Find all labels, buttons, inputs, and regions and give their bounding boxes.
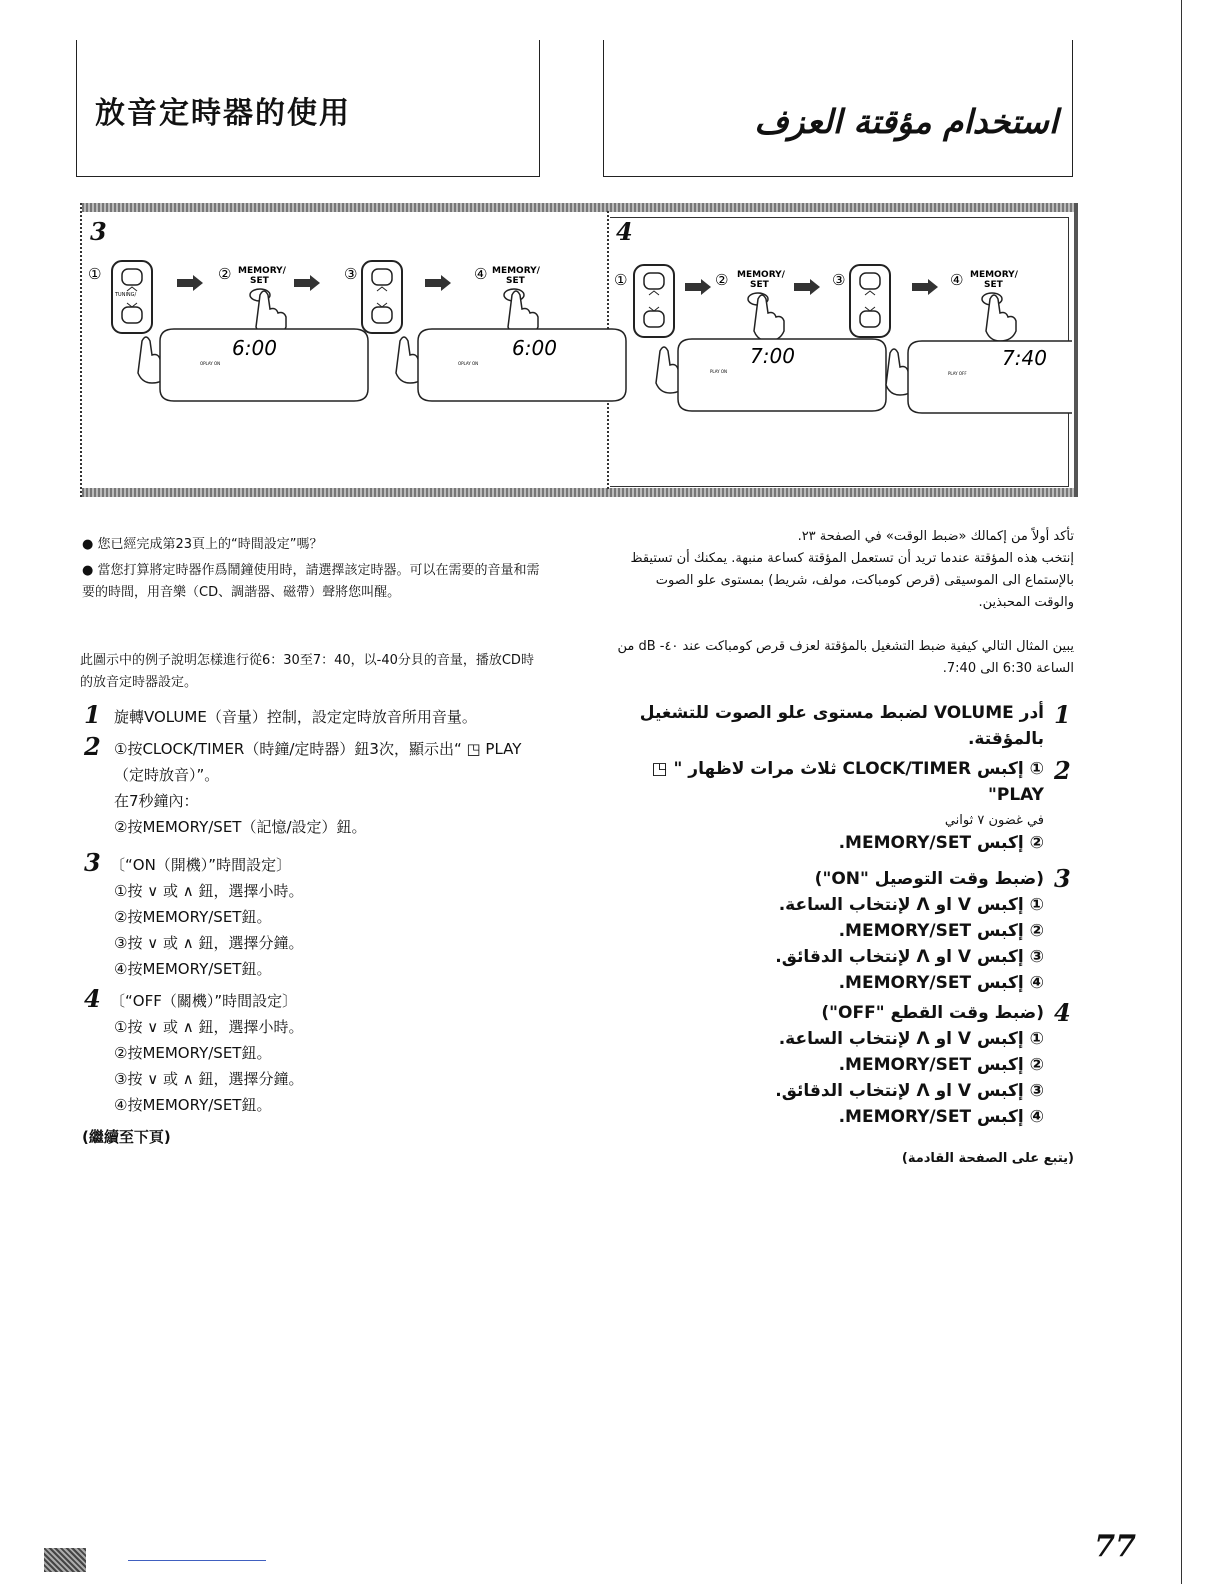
ar-bullet-2: إنتخب هذه المؤقتة عندما تريد أن تستعمل المؤقتة كساعة منبهة. يمكنك أن تستيقظ بالإستماع الى الموسيقى (قرص كومباكت، مولف، شريط) بمستوى علو الصوت والوقت المحبذين.: [630, 551, 1074, 610]
ar-step-4-heading: (ضبط وقت القطع "OFF"): [821, 1003, 1044, 1023]
zh-continued: (繼續至下頁): [82, 1128, 171, 1146]
fig4-display-value-2: 7:40: [1002, 346, 1047, 370]
zh-step-4-number: 4: [84, 984, 101, 1013]
page-number: 77: [1094, 1529, 1136, 1564]
zh-bullet-2: ● 當您打算將定時器作爲鬧鐘使用時，請選擇該定時器。可以在需要的音量和需要的時間，用音樂（CD、調諧器、磁帶）聲將您叫醒。: [82, 563, 540, 600]
fig3-set-1: SET: [250, 276, 269, 286]
zh-step-4b: ②按MEMORY/SET鈕。: [114, 1044, 272, 1062]
figure-diagrams: [82, 203, 1072, 497]
fig4-tuner-2: [850, 265, 890, 337]
fig4-memory-1: MEMORY/: [737, 270, 785, 280]
fig4-tuner-1: [634, 265, 674, 337]
ar-step-4a: ① إكبس V او Λ لإنتخاب الساعة.: [778, 1029, 1044, 1049]
fig4-hand-2: [754, 295, 784, 341]
fig4-circ2: ②: [715, 271, 729, 289]
fig4-display-value-1: 7:00: [750, 344, 795, 368]
ar-step-2c: ② إكبس MEMORY/SET.: [838, 833, 1044, 853]
fig3-circ2: ②: [218, 265, 232, 283]
zh-step-3c: ③按 ∨ 或 ∧ 鈕，選擇分鐘。: [114, 934, 304, 952]
figure-step-4: 4: [616, 217, 633, 246]
fig4-set-2: SET: [984, 280, 1003, 290]
fig3-arrow-2: [294, 275, 320, 291]
zh-step-2-number: 2: [84, 732, 101, 761]
ar-intro: يبين المثال التالي كيفية ضبط التشغيل بالمؤقتة لعزف قرص كومباكت عند ٤٠- dB من الساعة 6:30 الى 7:40.: [617, 639, 1074, 676]
fig3-display-value-1: 6:00: [232, 336, 277, 360]
fig4-circ4: ④: [950, 271, 964, 289]
zh-page-title: 放音定時器的使用: [95, 96, 351, 131]
ar-title-box: [603, 40, 1073, 177]
fig3-display-small-2: OPLAY ON: [458, 361, 479, 366]
fig3-circ4: ④: [474, 265, 488, 283]
ar-step-4b: ② إكبس MEMORY/SET.: [838, 1055, 1044, 1075]
fig4-set-1: SET: [750, 280, 769, 290]
zh-step-4c: ③按 ∨ 或 ∧ 鈕，選擇分鐘。: [114, 1070, 304, 1088]
ar-step-4-number: 4: [1054, 998, 1071, 1027]
ar-step-3-number: 3: [1054, 864, 1071, 893]
page-right-border: [1181, 0, 1182, 1584]
zh-step-1: 旋轉VOLUME（音量）控制，設定定時放音所用音量。: [114, 708, 477, 726]
ar-continued: (يتبع على الصفحة القادمة): [901, 1151, 1074, 1166]
zh-step-3d: ④按MEMORY/SET鈕。: [114, 960, 272, 978]
ar-step-3a: ① إكبس V او Λ لإنتخاب الساعة.: [778, 895, 1044, 915]
fig3-tuner-2: [362, 261, 402, 333]
fig4-circ1: ①: [614, 271, 628, 289]
fig3-set-2: SET: [506, 276, 525, 286]
fig4-display-small-1: PLAY ON: [710, 369, 728, 374]
fig4-arrow-3: [912, 279, 938, 295]
fig3-display-value-2: 6:00: [512, 336, 557, 360]
zh-step-4d: ④按MEMORY/SET鈕。: [114, 1096, 272, 1114]
zh-step-4-heading: 〔“OFF（關機）”時間設定〕: [110, 992, 298, 1010]
ar-step-4d: ④ إكبس MEMORY/SET.: [838, 1107, 1044, 1127]
zh-step-3-number: 3: [84, 848, 101, 877]
zh-step-2c: ②按MEMORY/SET（記憶/設定）鈕。: [114, 818, 367, 836]
zh-step-2b: 在7秒鐘內：: [114, 792, 199, 810]
ar-step-1-number: 1: [1054, 700, 1071, 729]
ar-step-1: أدر VOLUME لضبط مستوى علو الصوت للتشغيل بالمؤقتة.: [639, 703, 1044, 749]
zh-bullet-1: ● 您已經完成第23頁上的“時間設定”嗎？: [82, 537, 323, 552]
zh-intro: 此圖示中的例子說明怎樣進行從6：30至7：40，以-40分貝的音量，播放CD時的放音定時器設定。: [80, 653, 534, 690]
fig4-display-2: [908, 341, 1072, 413]
fig4-circ3: ③: [832, 271, 846, 289]
ar-step-2-number: 2: [1054, 756, 1071, 785]
fig4-display-small-2: PLAY OFF: [948, 371, 967, 376]
fig3-memory-2: MEMORY/: [492, 266, 540, 276]
fig3-circ1: ①: [88, 265, 102, 283]
fig4-arrow-1: [685, 279, 711, 295]
fig3-tuning-label-1: TUNING/: [115, 292, 137, 298]
zh-step-3a: ①按 ∨ 或 ∧ 鈕，選擇小時。: [114, 882, 304, 900]
fig3-arrow-1: [177, 275, 203, 291]
ar-step-4c: ③ إكبس V او Λ لإنتخاب الدقائق.: [775, 1081, 1044, 1101]
ar-bullet-1: تأكد أولاً من إكمالك «ضبط الوقت» في الصفحة ٢٣.: [797, 529, 1074, 544]
ar-step-3-heading: (ضبط وقت التوصيل "ON"): [814, 869, 1044, 889]
scan-mark: [44, 1548, 86, 1572]
zh-step-4a: ①按 ∨ 或 ∧ 鈕，選擇小時。: [114, 1018, 304, 1036]
zh-step-2a: ①按CLOCK/TIMER（時鐘/定時器）鈕3次，顯示出“ ◳ PLAY（定時放音）”。: [114, 740, 522, 784]
ar-step-2b: في غضون ٧ ثواني: [944, 813, 1044, 828]
ar-page-title: استخدام مؤقتة العزف: [754, 102, 1058, 141]
ar-step-3d: ④ إكبس MEMORY/SET.: [838, 973, 1044, 993]
zh-title-box: [76, 40, 540, 177]
ar-step-2a: ① إكبس CLOCK/TIMER ثلاث مرات لاظهار " ◳ PLAY": [651, 759, 1044, 805]
fig4-memory-2: MEMORY/: [970, 270, 1018, 280]
fig3-memory-1: MEMORY/: [238, 266, 286, 276]
zh-step-3-heading: 〔“ON（開機）”時間設定〕: [110, 856, 292, 874]
fig3-circ3: ③: [344, 265, 358, 283]
ar-step-3b: ② إكبس MEMORY/SET.: [838, 921, 1044, 941]
footer-rule: [128, 1560, 266, 1561]
zh-step-1-number: 1: [84, 700, 101, 729]
fig4-arrow-2: [794, 279, 820, 295]
figure-step-3: 3: [90, 217, 107, 246]
fig3-display-small-1: OPLAY ON: [200, 361, 221, 366]
zh-step-3b: ②按MEMORY/SET鈕。: [114, 908, 272, 926]
illustration-panel: [80, 203, 1078, 497]
fig3-arrow-3: [425, 275, 451, 291]
ar-step-3c: ③ إكبس V او Λ لإنتخاب الدقائق.: [775, 947, 1044, 967]
